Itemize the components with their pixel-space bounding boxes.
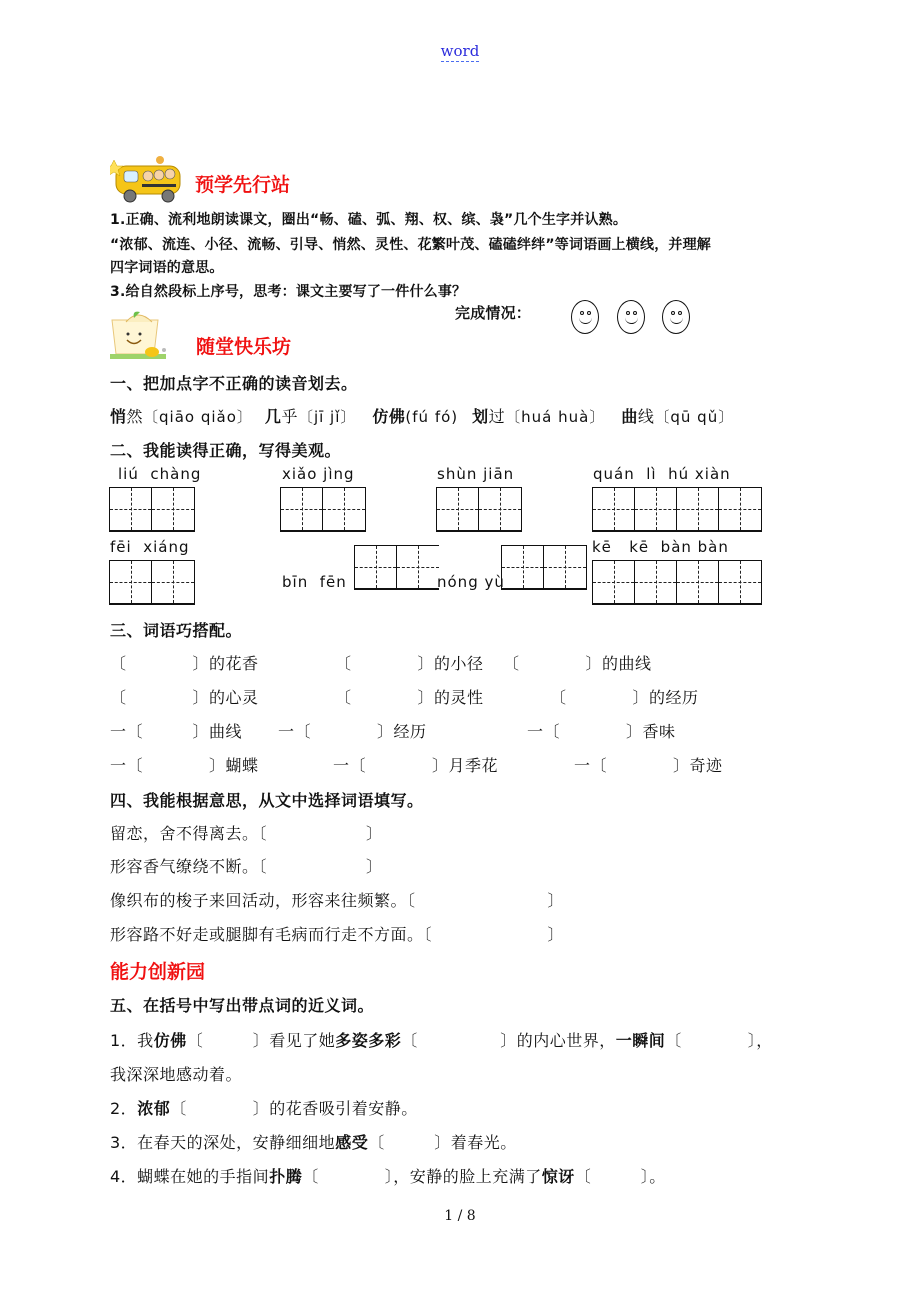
q4-item[interactable]: 形容路不好走或腿脚有毛病而行走不方面。〔 〕 <box>110 925 565 944</box>
q5-heading: 五、在括号中写出带点词的近义词。 <box>110 996 375 1015</box>
q1-item: 仿佛(fú fó) <box>372 407 459 426</box>
q4-item[interactable]: 留恋，舍不得离去。〔 〕 <box>110 824 383 843</box>
writing-grid[interactable] <box>280 487 366 532</box>
q4-item[interactable]: 像织布的梭子来回活动，形容来往频繁。〔 〕 <box>110 891 565 910</box>
writing-grid[interactable] <box>109 560 195 605</box>
q3-heading: 三、词语巧搭配。 <box>110 621 243 640</box>
grid-cell[interactable] <box>635 561 677 603</box>
q1-item: 曲线〔qū qǔ〕 <box>621 407 735 426</box>
q3-blank[interactable]: 〔 〕的灵性 <box>335 688 484 707</box>
writing-grid[interactable] <box>592 487 762 532</box>
section-title-preview: 预学先行站 <box>195 174 291 196</box>
q3-blank[interactable]: 〔 〕的小径 <box>335 654 484 673</box>
q1-heading: 一、把加点字不正确的读音划去。 <box>110 374 358 393</box>
preview-item-2: “浓郁、流连、小径、流畅、引导、悄然、灵性、花繁叶茂、磕磕绊绊”等词语画上横线，并理解 <box>110 237 711 253</box>
writing-grid[interactable] <box>592 560 762 605</box>
grid-cell[interactable] <box>355 546 397 588</box>
q5-sentence-4[interactable]: 4．蝴蝶在她的手指间扑腾〔 〕，安静的脸上充满了惊讶〔 〕。 <box>110 1167 666 1186</box>
pinyin-label: quán lì hú xiàn <box>593 465 731 483</box>
writing-grid[interactable] <box>109 487 195 532</box>
grid-cell[interactable] <box>152 561 194 603</box>
grid-cell[interactable] <box>544 546 586 588</box>
grid-cell[interactable] <box>397 546 439 588</box>
q3-blank[interactable]: 〔 〕的花香 <box>110 654 259 673</box>
q3-blank[interactable]: 一〔 〕蝴蝶 <box>110 756 259 775</box>
q3-blank[interactable]: 一〔 〕月季花 <box>333 756 499 775</box>
q5-sentence-1-cont: 我深深地感动着。 <box>110 1065 243 1084</box>
writing-grid[interactable] <box>501 545 587 590</box>
q3-blank[interactable]: 〔 〕的心灵 <box>110 688 259 707</box>
grid-cell[interactable] <box>110 561 152 603</box>
grid-cell[interactable] <box>593 488 635 530</box>
header-link-text[interactable]: word <box>440 42 480 60</box>
completion-label: 完成情况： <box>455 304 532 322</box>
smiley-face-icon[interactable] <box>617 300 645 334</box>
grid-cell[interactable] <box>635 488 677 530</box>
grid-cell[interactable] <box>152 488 194 530</box>
q1-item: 划过〔huá huà〕 <box>472 407 606 426</box>
section-title-ability: 能力创新园 <box>110 961 206 983</box>
q2-heading: 二、我能读得正确，写得美观。 <box>110 441 342 460</box>
grid-cell[interactable] <box>281 488 323 530</box>
grid-cell[interactable] <box>677 488 719 530</box>
grid-cell[interactable] <box>719 561 761 603</box>
pinyin-label: fēi xiáng <box>110 538 190 556</box>
school-bus-illustration <box>110 152 190 206</box>
grid-cell[interactable] <box>110 488 152 530</box>
section-title-class: 随堂快乐坊 <box>196 336 292 358</box>
grid-cell[interactable] <box>323 488 365 530</box>
q3-blank[interactable]: 一〔 〕曲线 <box>110 722 243 741</box>
writing-grid[interactable] <box>436 487 522 532</box>
smiley-face-icon[interactable] <box>571 300 599 334</box>
q5-sentence-2[interactable]: 2．浓郁〔 〕的花香吸引着安静。 <box>110 1099 418 1118</box>
pinyin-label: bīn fēn <box>282 573 347 591</box>
writing-grid[interactable] <box>354 545 439 590</box>
grid-cell[interactable] <box>437 488 479 530</box>
header-word-link[interactable] <box>0 42 920 60</box>
q3-blank[interactable]: 一〔 〕香味 <box>527 722 676 741</box>
q3-blank[interactable]: 〔 〕的经历 <box>550 688 699 707</box>
grid-cell[interactable] <box>719 488 761 530</box>
q3-blank[interactable]: 一〔 〕奇迹 <box>574 756 723 775</box>
page-number: 1 / 8 <box>444 1208 476 1224</box>
q1-item: 悄然〔qiāo qiǎo〕 <box>110 407 253 426</box>
pinyin-label: nóng yù <box>437 573 505 591</box>
preview-item-2-cont: 四字词语的意思。 <box>110 260 224 276</box>
pinyin-label: xiǎo jìng <box>282 465 355 483</box>
q4-heading: 四、我能根据意思，从文中选择词语填写。 <box>110 791 424 810</box>
q3-blank[interactable]: 一〔 〕经历 <box>278 722 427 741</box>
grid-cell[interactable] <box>677 561 719 603</box>
preview-item-1: 1.正确、流利地朗读课文，圈出“畅、磕、弧、翔、权、缤、袅”几个生字并认熟。 <box>110 212 628 228</box>
q1-item: 几乎〔jī jǐ〕 <box>264 407 357 426</box>
pinyin-label: kē kē bàn bàn <box>592 538 729 556</box>
apple-basket-illustration <box>108 310 188 362</box>
q3-blank[interactable]: 〔 〕的曲线 <box>503 654 652 673</box>
q5-sentence-1[interactable]: 1．我仿佛〔 〕看见了她多姿多彩〔 〕的内心世界，一瞬间〔 〕， <box>110 1031 773 1050</box>
q4-item[interactable]: 形容香气缭绕不断。〔 〕 <box>110 857 383 876</box>
grid-cell[interactable] <box>479 488 521 530</box>
grid-cell[interactable] <box>502 546 544 588</box>
smiley-face-icon[interactable] <box>662 300 690 334</box>
q5-sentence-3[interactable]: 3．在春天的深处，安静细细地感受〔 〕着春光。 <box>110 1133 517 1152</box>
grid-cell[interactable] <box>593 561 635 603</box>
q1-items <box>110 404 734 427</box>
preview-item-3: 3.给自然段标上序号，思考：课文主要写了一件什么事？ <box>110 284 467 300</box>
pinyin-label: liú chàng <box>118 465 202 483</box>
pinyin-label: shùn jiān <box>437 465 515 483</box>
